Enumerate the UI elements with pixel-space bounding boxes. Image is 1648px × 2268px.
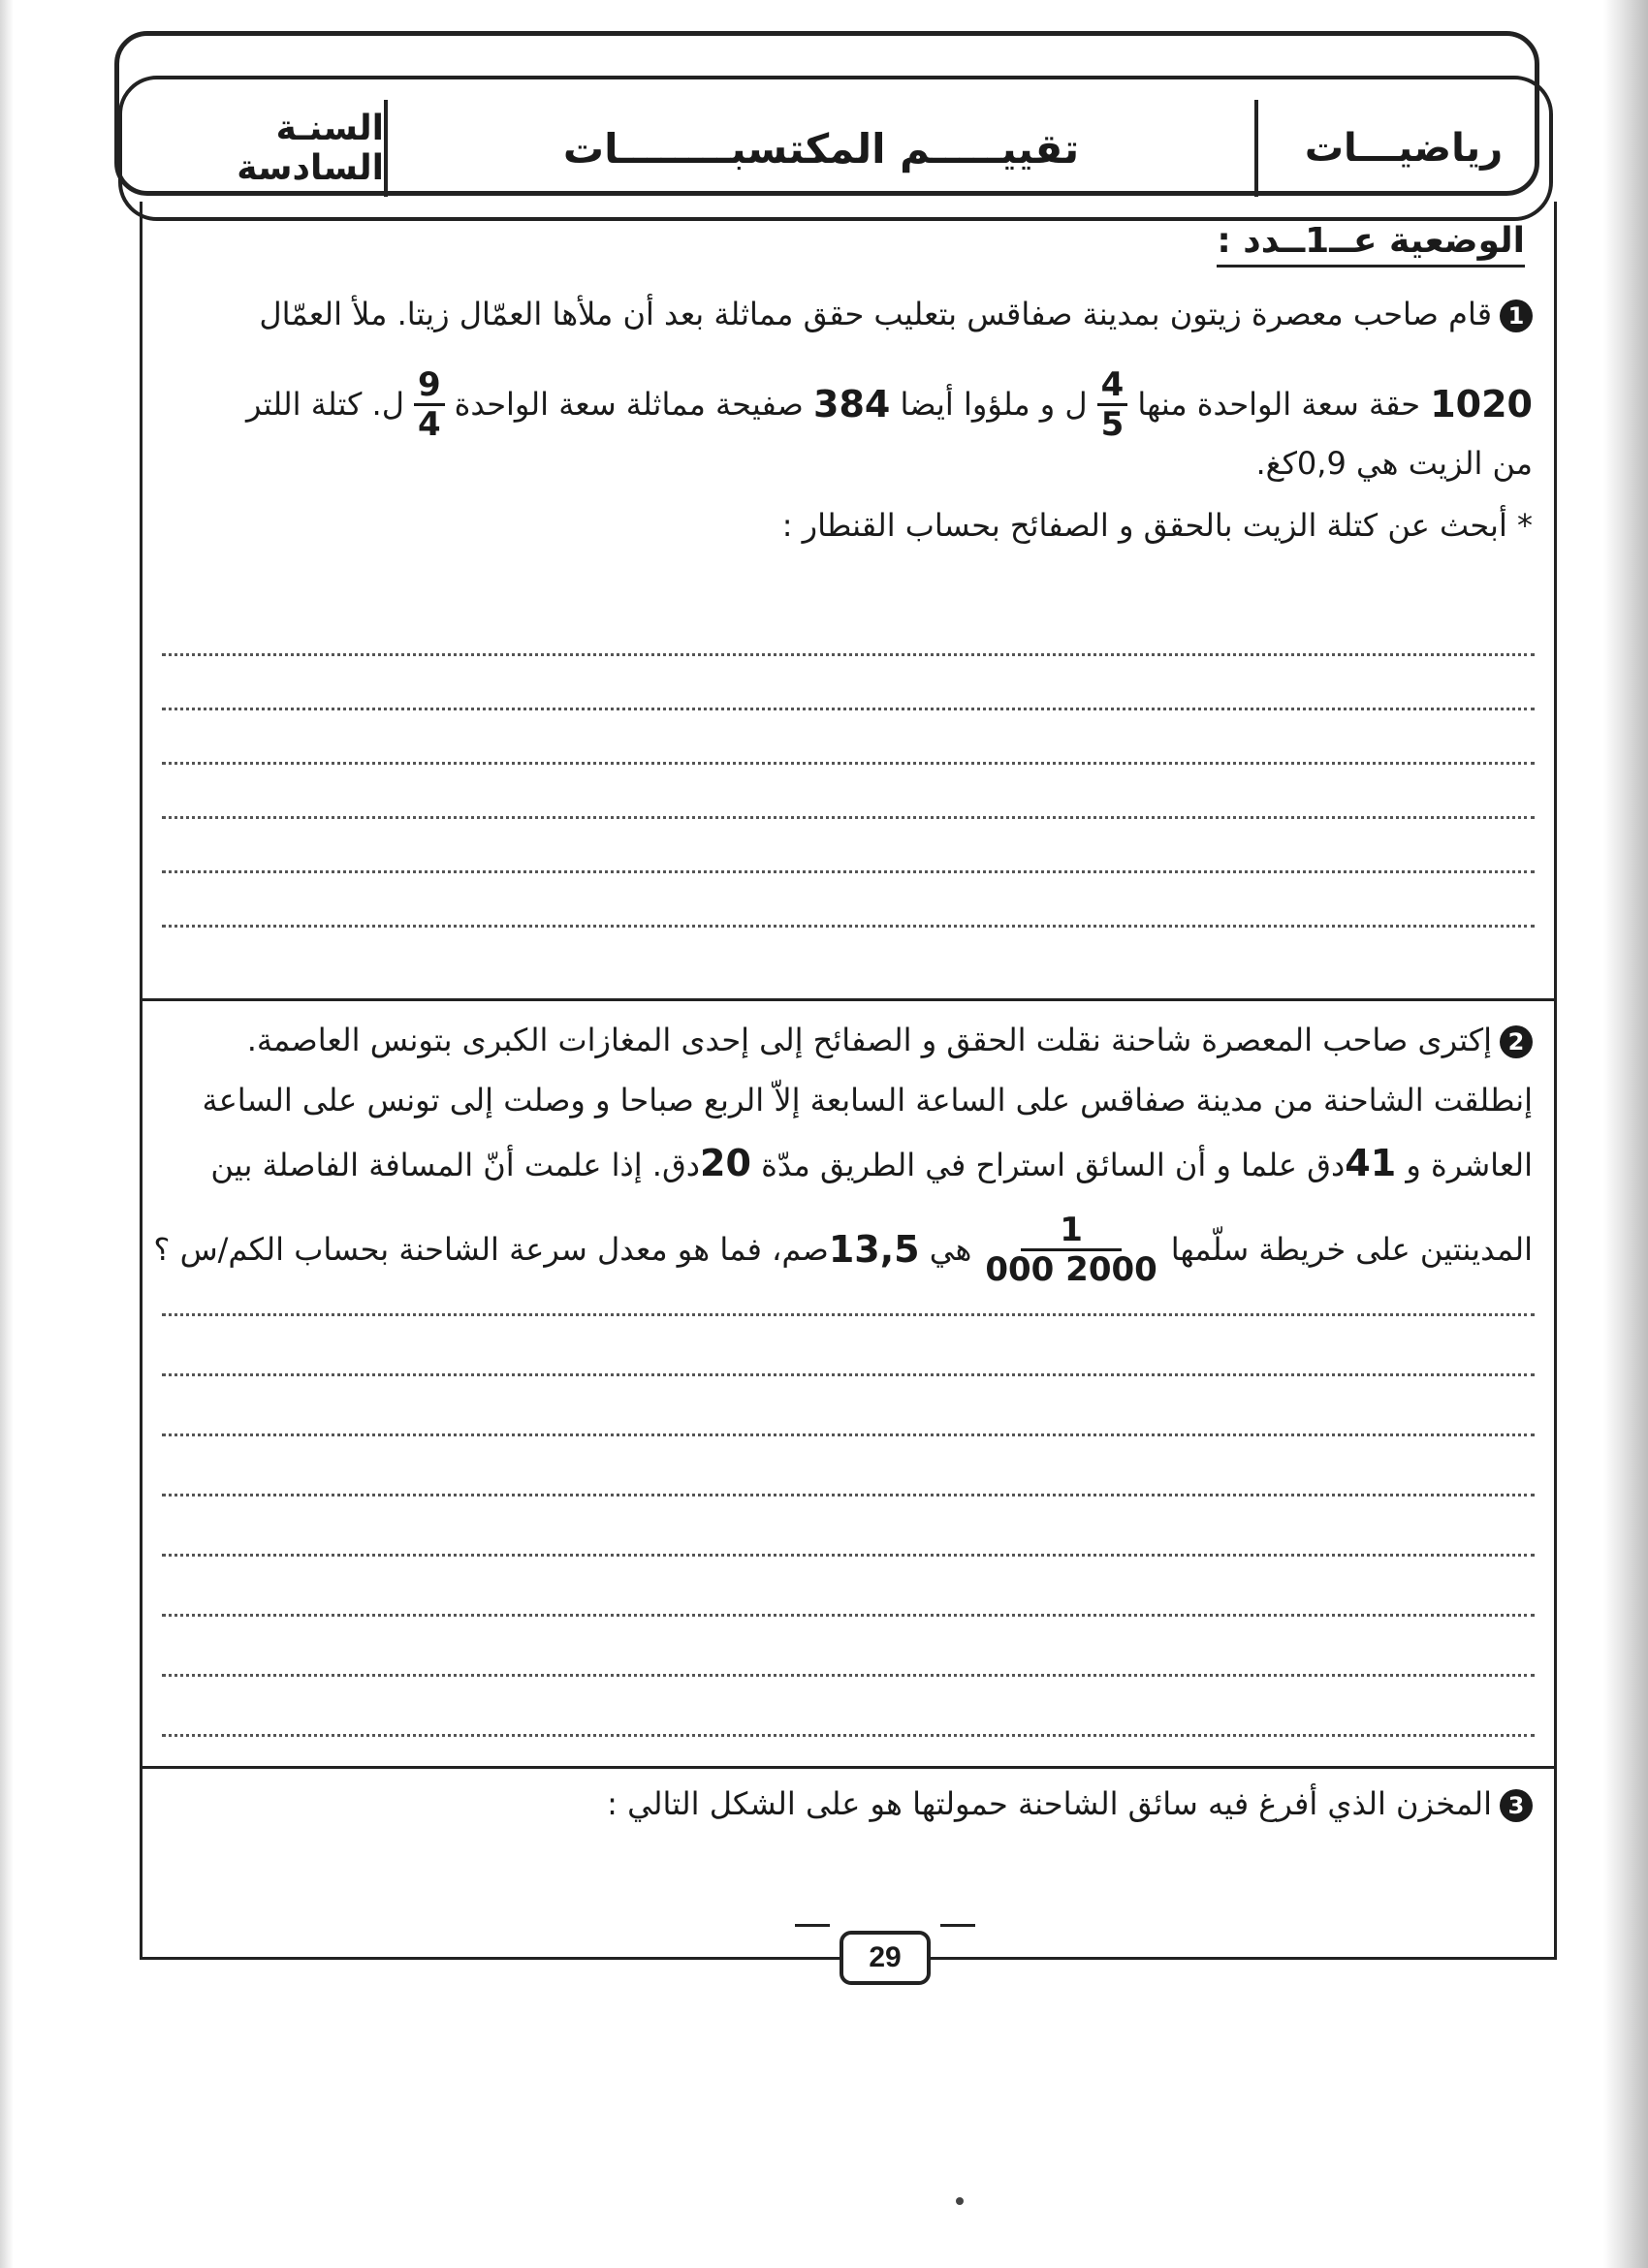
question-1-line-1: 1قام صاحب معصرة زيتون بمدينة صفاقس بتعليب حقق مماثلة بعد أن ملأها العمّال زيتا. ملأ العمّال	[164, 299, 1533, 361]
question-2-text	[153, 1022, 1533, 1290]
answer-line[interactable]	[162, 816, 1535, 819]
question-2-line-3: العاشرة و 41دق علما و أن السائق استراح في الطريق مدّة 20دق. إذا علمت أنّ المسافة الفاصلة بين	[210, 1142, 1533, 1184]
scan-edge-right	[1603, 0, 1648, 2268]
answer-line[interactable]	[162, 1373, 1535, 1376]
scan-speck	[956, 2197, 964, 2205]
grade-label: السنـة السادسة	[122, 100, 388, 197]
question-2-line-2: إنطلقت الشاحنة من مدينة صفاقس على الساعة السابعة إلاّ الربع صباحا و وصلت إلى تونس على الساعة	[202, 1082, 1533, 1118]
page-number: 29	[840, 1931, 931, 1985]
answer-line[interactable]	[162, 653, 1535, 656]
question-number-badge: 1	[1500, 299, 1533, 332]
answer-line[interactable]	[162, 1554, 1535, 1557]
question-3-line-1: 3المخزن الذي أفرغ فيه سائق الشاحنة حمولتها هو على الشكل التالي :	[164, 1788, 1533, 1848]
question-1-section	[143, 202, 1554, 998]
answer-line[interactable]	[162, 1674, 1535, 1677]
situation-label: الوضعية عــ1ــدد :	[1217, 221, 1525, 268]
answer-line[interactable]	[162, 1494, 1535, 1496]
question-3-text	[164, 1785, 1533, 1848]
footer-rule-right	[940, 1924, 975, 1927]
answer-line[interactable]	[162, 1614, 1535, 1617]
answer-line[interactable]	[162, 925, 1535, 928]
answer-line[interactable]	[162, 1433, 1535, 1436]
subject-label: رياضيـــات	[1254, 100, 1549, 197]
answer-line[interactable]	[162, 762, 1535, 765]
answer-line[interactable]	[162, 870, 1535, 873]
map-scale-fraction: $\frac{1}{2000 000}$	[985, 1210, 1157, 1289]
header-box	[118, 76, 1553, 221]
worksheet-frame	[140, 202, 1557, 1960]
footer-rule-left	[795, 1924, 830, 1927]
fraction-4-5: $\frac{4}{5}$	[1097, 368, 1128, 441]
fraction-9-4: $\frac{9}{4}$	[414, 368, 445, 441]
scan-edge-left	[0, 0, 14, 2268]
answer-line[interactable]	[162, 708, 1535, 710]
question-1-line-3: من الزيت هي 0,9كغ.	[1255, 445, 1533, 482]
question-2-section	[143, 998, 1554, 1766]
page-title: تقييـــــم المكتسبــــــــات	[562, 124, 1080, 173]
answer-line[interactable]	[162, 1734, 1535, 1737]
question-1-line-2: 1020 حقة سعة الواحدة منها $\frac{4}{5}$ ل و ملؤوا أيضا 384 صفيحة مماثلة سعة الواحدة $\frac{9}{4}$ ل. كتلة اللتر	[246, 364, 1533, 444]
question-number-badge: 3	[1500, 1789, 1533, 1822]
question-number-badge: 2	[1500, 1025, 1533, 1058]
question-2-line-1: 2إكترى صاحب المعصرة شاحنة نقلت الحقق و الصفائح إلى إحدى المغازات الكبرى بتونس العاصمة.	[164, 1024, 1533, 1085]
question-2-line-4: المدينتين على خريطة سلّمها $\frac{1}{2000 000}$ هي 13,5 صم، فما هو معدل سرعة الشاحنة بحساب الكم/س ؟	[153, 1210, 1533, 1289]
question-1-task: * أبحث عن كتلة الزيت بالحقق و الصفائح بحساب القنطار :	[781, 507, 1533, 544]
answer-line[interactable]	[162, 1313, 1535, 1316]
question-3-section	[143, 1766, 1554, 1957]
question-1-text	[164, 296, 1533, 572]
